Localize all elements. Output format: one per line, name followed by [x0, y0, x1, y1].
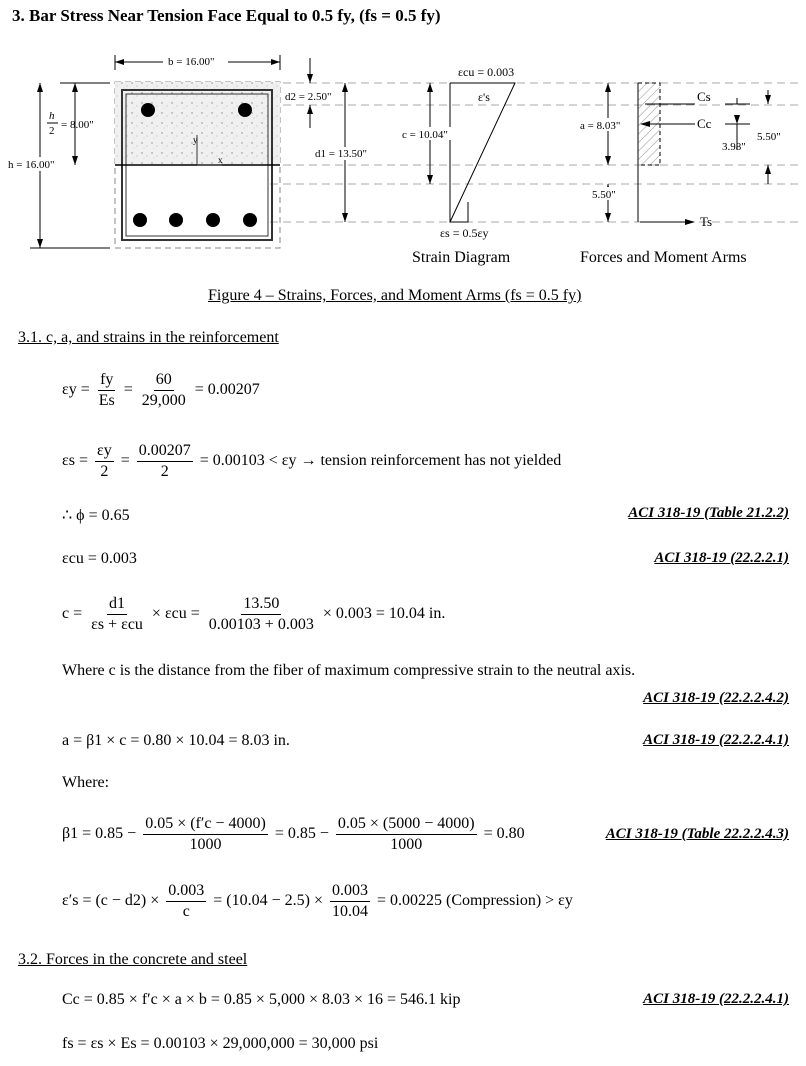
figure-4: [0, 40, 806, 310]
a-dimension: a = 8.03": [580, 120, 621, 132]
bottom-bar: [206, 213, 220, 227]
eq-fs: fs = εs × Es = 0.00103 × 29,000,000 = 30,000 psi: [62, 1035, 379, 1052]
arm-398: 3.98": [722, 141, 746, 153]
ref-22-2-2-1: ACI 318-19 (22.2.2.1): [654, 550, 789, 566]
ref-table-22-2-2-4-3: ACI 318-19 (Table 22.2.2.4.3): [605, 826, 789, 842]
h-dimension: h = 16.00": [8, 159, 55, 171]
eq-epsilon-y: εy = $\frac{fy}{Es}$ = $\frac{60}{29,000}$ = 0.00207: [62, 371, 260, 409]
eq-beta1: β1 = 0.85 − $\frac{0.05 \times (f'c - 4000)}{1000}$ = 0.85 − $\frac{0.05 \times (5000 - 4000)}{1000}$ = 0.80: [62, 815, 525, 853]
d1-dimension: d1 = 13.50": [315, 148, 367, 160]
svg-text:x: x: [218, 155, 223, 165]
esp-label: ε's: [478, 90, 490, 104]
eq-epsilon-s: εs = $\frac{\varepsilon y}{2}$ = $\frac{0.00207}{2}$ = 0.00103 < εy → tension reinforcement has not yielded: [62, 442, 562, 480]
ref-table-21-2-2: ACI 318-19 (Table 21.2.2): [628, 505, 789, 521]
ref-22-2-2-4-2: ACI 318-19 (22.2.2.4.2): [643, 690, 789, 706]
bottom-bar: [169, 213, 183, 227]
strain-caption: Strain Diagram: [412, 249, 511, 266]
eq-cc: Cc = 0.85 × f′c × a × b = 0.85 × 5,000 × 8.03 × 16 = 546.1 kip: [62, 991, 461, 1008]
section-title: 3. Bar Stress Near Tension Face Equal to 0.5 fy, (fs = 0.5 fy): [12, 6, 441, 25]
bottom-bar: [133, 213, 147, 227]
eq-c: c = $\frac{d1}{\text{εs + εcu}}$ × εcu = $\frac{13.50}{0.00103 + 0.003}$ × 0.003 = 10.04 in.: [62, 595, 446, 633]
top-bar: [141, 103, 155, 117]
where-label: Where:: [62, 774, 110, 791]
forces-caption: Forces and Moment Arms: [580, 249, 747, 266]
ref-22-2-2-4-1: ACI 318-19 (22.2.2.4.1): [643, 732, 789, 748]
eq-epsilon-s-prime: ε′s = (c − d2) × $\frac{0.003}{c}$ = (10.04 − 2.5) × $\frac{0.003}{10.04}$ = 0.00225 (Compression) > εy: [62, 882, 573, 920]
ref-22-2-2-4-1-b: ACI 318-19 (22.2.2.4.1): [643, 991, 789, 1007]
beam-section: [115, 82, 280, 248]
top-bar: [238, 103, 252, 117]
d2-dimension: d2 = 2.50": [285, 91, 332, 103]
heading-3-2: 3.2. Forces in the concrete and steel: [18, 951, 248, 968]
eq-ecu: εcu = 0.003: [62, 550, 137, 567]
cs-label: Cs: [697, 89, 711, 104]
strain-diagram: [400, 65, 515, 240]
h-half-dimension: = 8.00": [61, 119, 94, 131]
c-dimension: c = 10.04": [402, 129, 448, 141]
svg-text:2: 2: [49, 125, 55, 137]
es-label: εs = 0.5εy: [440, 226, 489, 240]
arm-550-b: 5.50": [592, 189, 616, 201]
arm-550-a: 5.50": [757, 131, 781, 143]
bottom-bar: [243, 213, 257, 227]
figure-caption: Figure 4 – Strains, Forces, and Moment Arms (fs = 0.5 fy): [208, 287, 582, 304]
cc-label: Cc: [697, 116, 712, 131]
b-dimension: b = 16.00": [168, 56, 215, 68]
ts-label: Ts: [700, 214, 713, 229]
ecu-label: εcu = 0.003: [458, 65, 515, 79]
eq-a: a = β1 × c = 0.80 × 10.04 = 8.03 in.: [62, 732, 290, 749]
heading-3-1: 3.1. c, a, and strains in the reinforcement: [18, 329, 279, 346]
eq-phi: ∴ ϕ = 0.65: [62, 507, 130, 524]
svg-text:h: h: [49, 110, 55, 122]
svg-text:y: y: [193, 135, 198, 145]
c-note: Where c is the distance from the fiber of maximum compressive strain to the neutral axis.: [62, 662, 636, 679]
